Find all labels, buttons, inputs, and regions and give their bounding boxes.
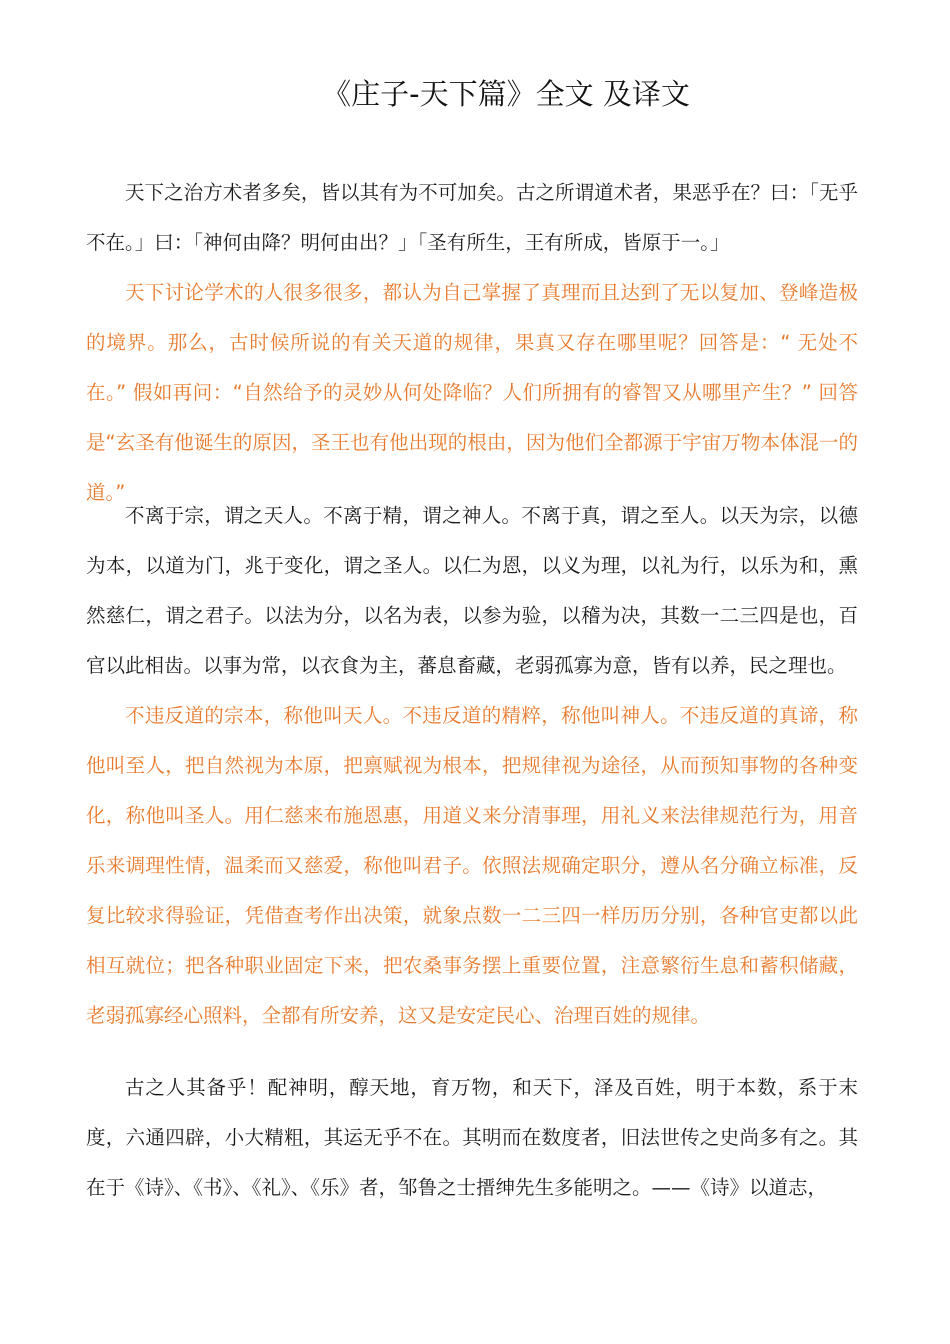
- original-paragraph-1: 天下之治方术者多矣，皆以其有为不可加矣。古之所谓道术者，果恶乎在？曰：「无乎不在。」曰：「神何由降？明何由出？」「圣有所生，王有所成，皆原于一。」: [86, 181, 858, 254]
- translation-paragraph-2: 不违反道的宗本，称他叫天人。不违反道的精粹，称他叫神人。不违反道的真谛，称他叫至人，把自然视为本原，把禀赋视为根本，把规律视为途径，从而预知事物的各种变化，称他叫圣人。用仁慈来布施恩惠，用道义来分清事理，用礼义来法律规范行为，用音乐来调理性情，温柔而又慈爱，称他叫君子。依照法规确定职分，遵从名分确立标准，反复比较求得验证，凭借查考作出决策，就象点数一二三四一样历历分别，各种官吏都以此相互就位；把各种职业固定下来，把农桑事务摆上重要位置，注意繁衍生息和蓄积储藏，老弱孤寡经心照料，全都有所安养，这又是安定民心、治理百姓的规律。: [86, 704, 858, 1027]
- original-paragraph-3: 古之人其备乎！配神明，醇天地，育万物，和天下，泽及百姓，明于本数，系于末度，六通四辟，小大精粗，其运无乎不在。其明而在数度者，旧法世传之史尚多有之。其在于《诗》、《书》、《礼》、《乐》者，邹鲁之士搢绅先生多能明之。——《诗》以道志，: [86, 1076, 858, 1199]
- document-title: 《庄子-天下篇》全文 及译文: [322, 77, 690, 111]
- original-paragraph-2: 不离于宗，谓之天人。不离于精，谓之神人。不离于真，谓之至人。以天为宗，以德为本，以道为门，兆于变化，谓之圣人。以仁为恩，以义为理，以礼为行，以乐为和，熏然慈仁，谓之君子。以法为分，以名为表，以参为验，以稽为决，其数一二三四是也，百官以此相齿。以事为常，以衣食为主，蕃息畜藏，老弱孤寡为意，皆有以养，民之理也。: [86, 504, 858, 677]
- translation-paragraph-1: 天下讨论学术的人很多很多，都认为自己掌握了真理而且达到了无以复加、登峰造极的境界。那么，古时候所说的有关天道的规律，果真又存在哪里呢？回答是：“ 无处不在。” 假如再问：“自然给予的灵妙从何处降临？人们所拥有的睿智又从哪里产生？” 回答是“玄圣有他诞生的原因，圣王也有他出现的根由，因为他们全都源于宇宙万物本体混一的道。”: [86, 281, 858, 504]
